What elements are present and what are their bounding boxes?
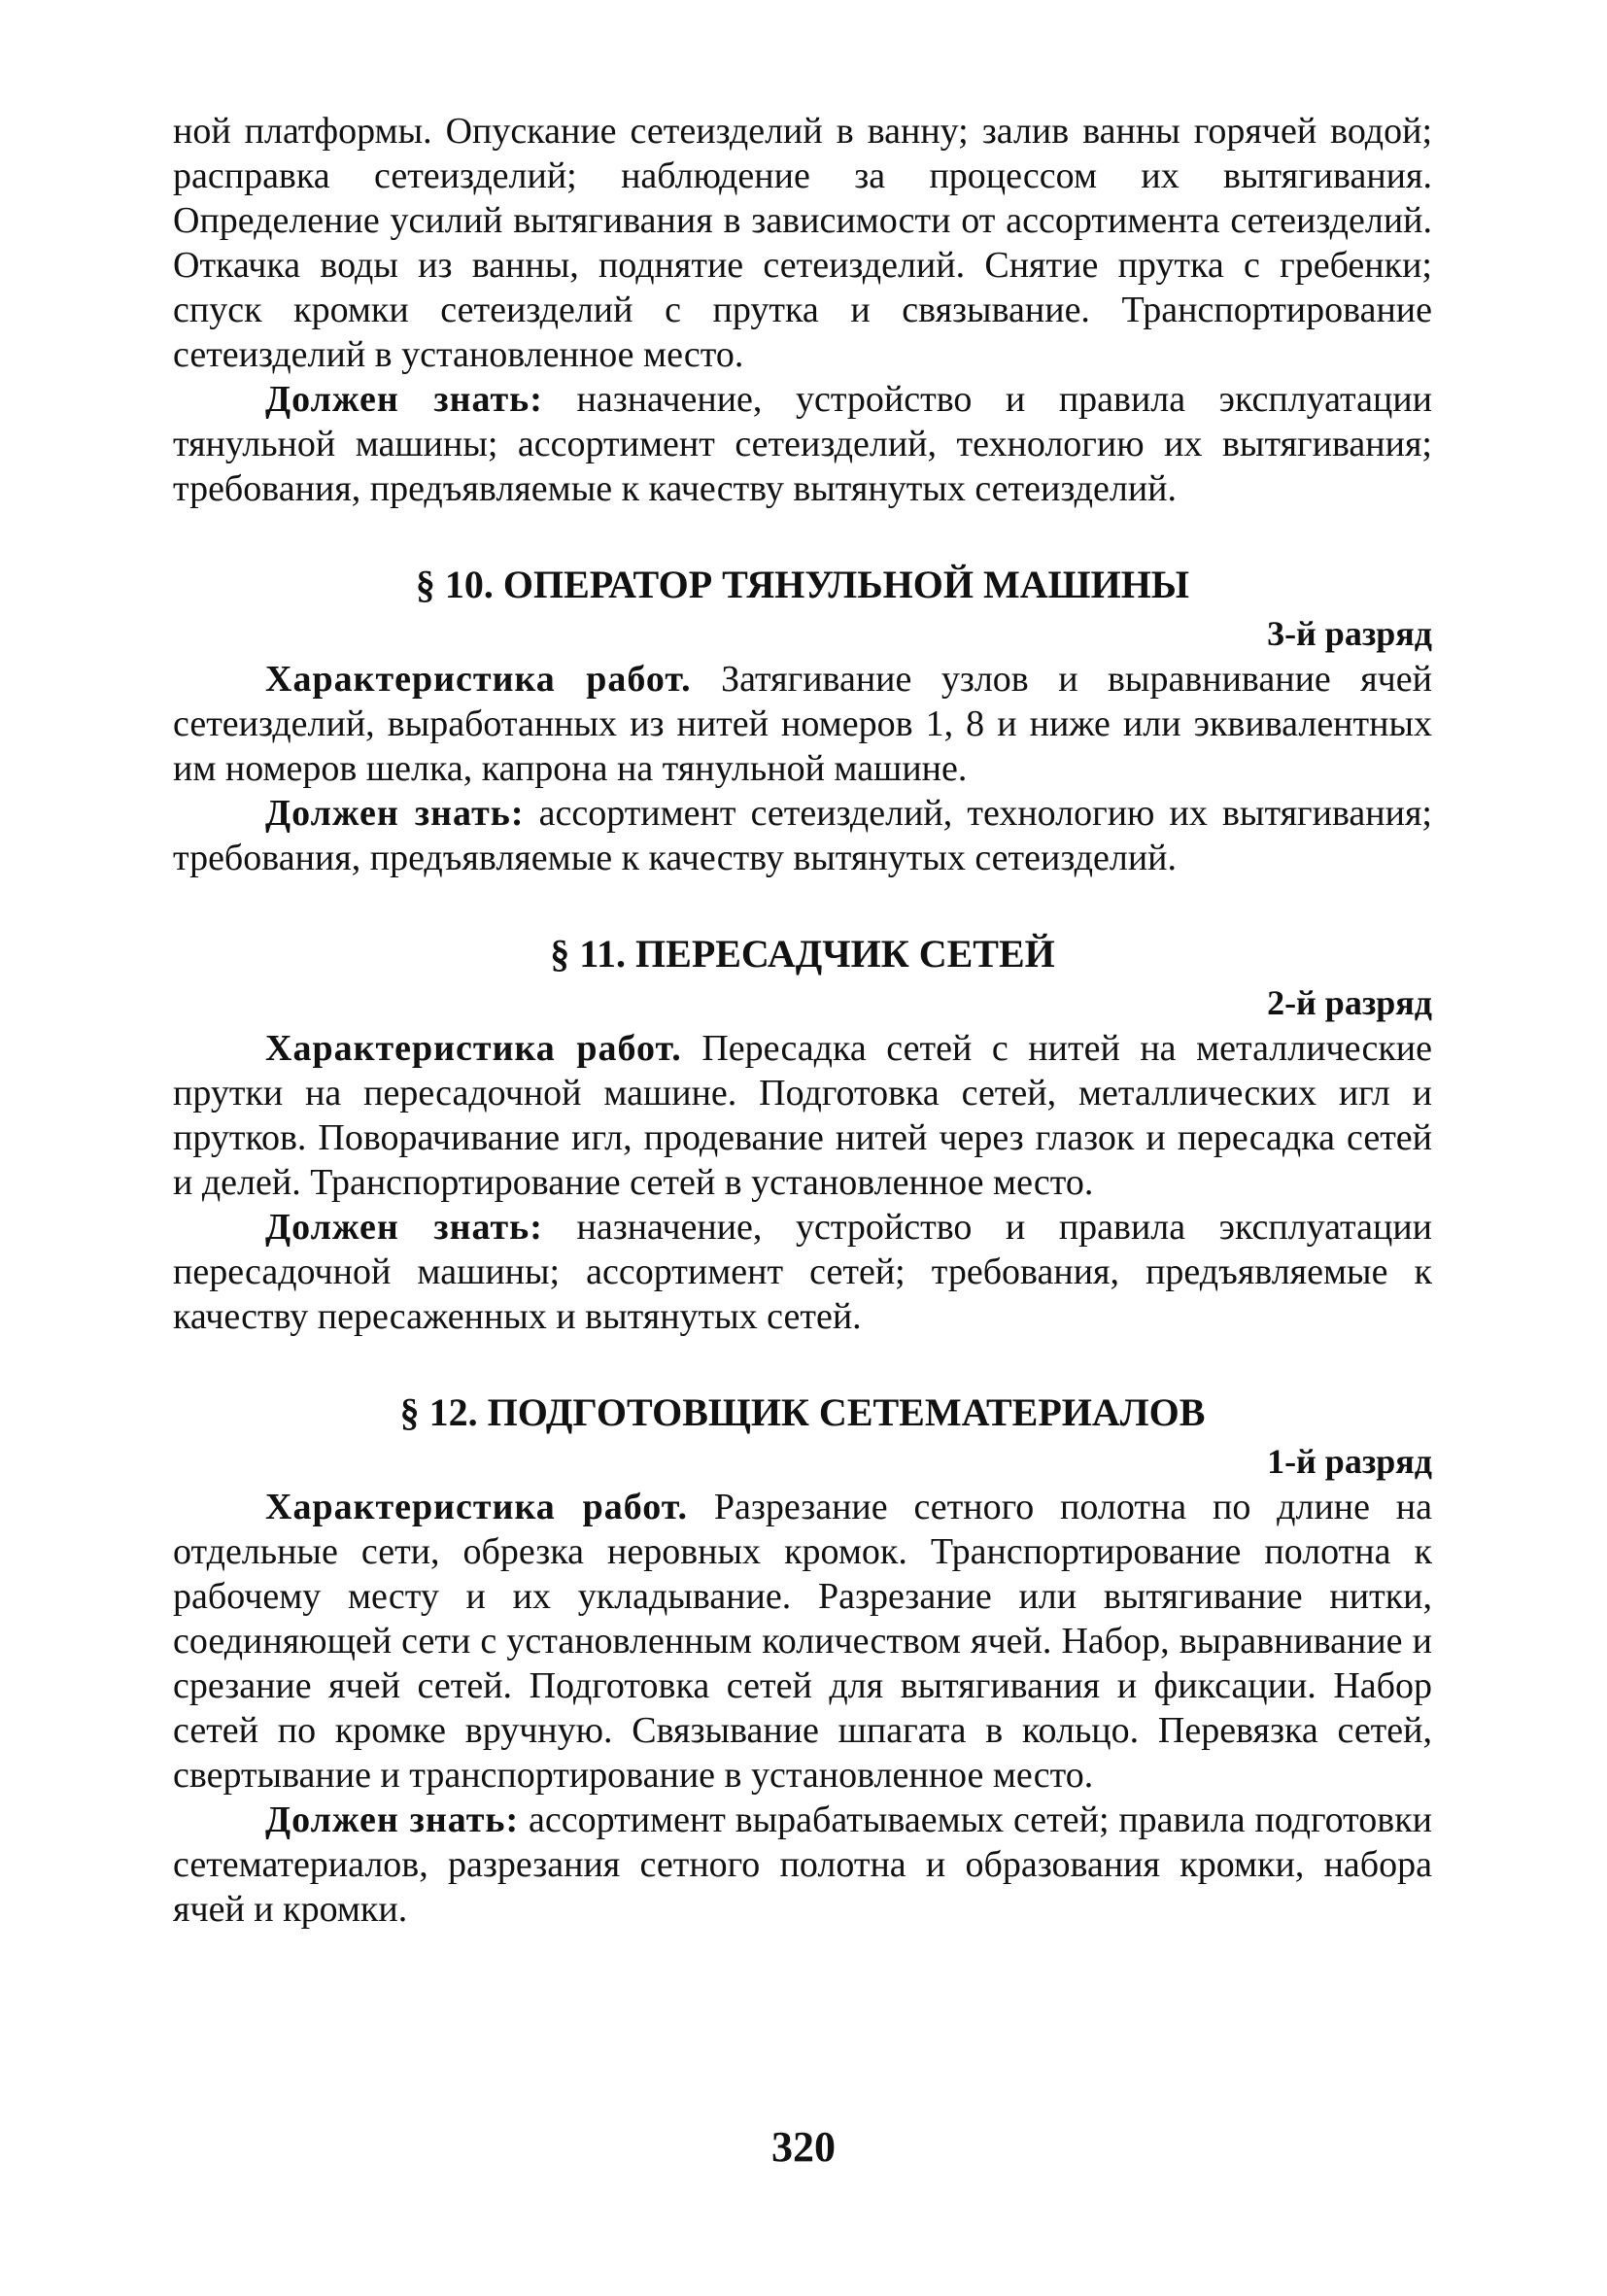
page-content [173, 109, 1432, 1932]
work-characteristics-label: Характеристика работ. [265, 1028, 682, 1069]
section-11 [173, 931, 1432, 1339]
work-characteristics-text: Разрезание сетного полотна по длине на отдельные сети, обрезка неровных кромок. Транспортирование полотна к рабочему месту и их укладывание. Разрезание или вытягивание нитки, соединяющей сети с установленным количеством ячей. Набор, выравнивание и срезание ячей сетей. Подготовка сетей для вытягивания и фиксации. Набор сетей по кромке вручную. Связывание шпагата в кольцо. Перевязка сетей, свертывание и транспортирование в установленное место. [173, 1487, 1433, 1796]
page-number: 320 [771, 2123, 836, 2171]
knowledge-text: назначение, устройство и правила эксплуатации пересадочной машины; ассортимент сетей; требования, предъявляемые к качеству пересаженных и вытянутых сетей. [173, 1207, 1432, 1337]
knowledge-label: Должен знать: [265, 1799, 520, 1840]
intro-knowledge-text: назначение, устройство и правила эксплуатации тянульной машины; ассортимент сетеизделий, технологию их вытягивания; требования, предъявляемые к качеству вытянутых сетеизделий. [173, 379, 1432, 509]
section-10 [173, 562, 1432, 880]
knowledge-paragraph [173, 1205, 1432, 1339]
knowledge-text: ассортимент сетеизделий, технологию их вытягивания; требования, предъявляемые к качеству вытянутых сетеизделий. [173, 793, 1432, 878]
work-characteristics-paragraph [173, 657, 1432, 791]
knowledge-paragraph [173, 1798, 1432, 1932]
section-title: § 11. ПЕРЕСАДЧИК СЕТЕЙ [550, 932, 1055, 976]
section-title: § 10. ОПЕРАТОР ТЯНУЛЬНОЙ МАШИНЫ [415, 563, 1190, 606]
work-characteristics-paragraph [173, 1485, 1432, 1798]
knowledge-text: ассортимент вырабатываемых сетей; правила подготовки сетематериалов, разрезания сетного полотна и образования кромки, набора ячей и кромки. [173, 1799, 1432, 1930]
section-grade: 3-й разряд [1267, 614, 1432, 653]
knowledge-paragraph [173, 791, 1432, 880]
section-12 [173, 1389, 1432, 1932]
section-title: § 12. ПОДГОТОВЩИК СЕТЕМАТЕРИАЛОВ [399, 1390, 1206, 1434]
work-characteristics-label: Характеристика работ. [265, 659, 692, 700]
work-characteristics-label: Характеристика работ. [265, 1487, 689, 1527]
intro-paragraph [173, 109, 1432, 377]
work-characteristics-text: Пересадка сетей с нитей на металлические прутки на пересадочной машине. Подготовка сетей, металлических игл и прутков. Поворачивание игл, продевание нитей через глазок и пересадка сетей и делей. Транспортирование сетей в установленное место. [173, 1028, 1433, 1203]
work-characteristics-paragraph [173, 1026, 1432, 1205]
intro-knowledge-label: Должен знать: [265, 379, 543, 420]
intro-text: ной платформы. Опускание сетеизделий в ванну; залив ванны горячей водой; расправка сетеизделий; наблюдение за процессом их вытягивания. Определение усилий вытягивания в зависимости от ассортимента сетеизделий. Откачка воды из ванны, поднятие сетеизделий. Снятие прутка с гребенки; спуск кромки сетеизделий с прутка и связывание. Транспортирование сетеизделий в установленное место. [173, 111, 1432, 375]
work-characteristics-text: Затягивание узлов и выравнивание ячей сетеизделий, выработанных из нитей номеров 1, 8 и ниже или эквивалентных им номеров шелка, капрона на тянульной машине. [173, 659, 1433, 789]
section-grade: 2-й разряд [1267, 983, 1432, 1022]
knowledge-label: Должен знать: [265, 1207, 543, 1248]
intro-knowledge-paragraph [173, 377, 1432, 511]
section-grade: 1-й разряд [1267, 1442, 1432, 1481]
knowledge-label: Должен знать: [265, 793, 525, 834]
